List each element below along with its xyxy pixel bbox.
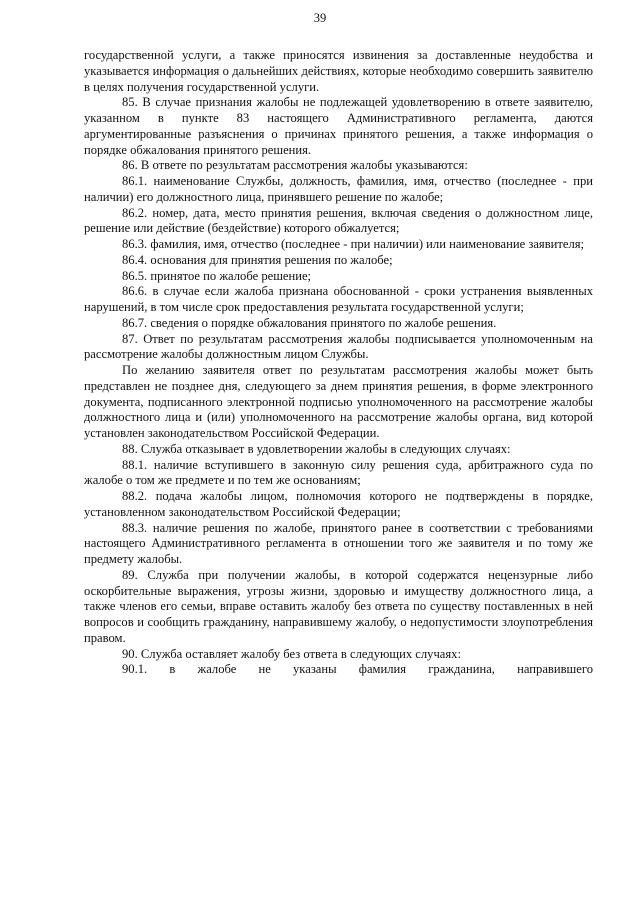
paragraph: государственной услуги, а также приносятся извинения за доставленные неудобства и указывается информация о дальнейших действиях, которые необходимо совершить заявителю в целях получения государственной услуги. bbox=[84, 48, 593, 94]
paragraph-85: 85. В случае признания жалобы не подлежащей удовлетворению в ответе заявителю, указанном в пункте 83 настоящего Административного регламента, даются аргументированные разъяснения о причинах принятого решения, а также информация о порядке обжалования принятого решения. bbox=[84, 95, 593, 157]
paragraph-86-6: 86.6. в случае если жалоба признана обоснованной - сроки устранения выявленных нарушений, в том числе срок предоставления результата государственной услуги; bbox=[84, 284, 593, 314]
paragraph-88-3: 88.3. наличие решения по жалобе, принятого ранее в соответствии с требованиями настоящего Административного регламента в отношении того же заявителя и по тому же предмету жалобы. bbox=[84, 520, 593, 566]
paragraph-86-3: 86.3. фамилия, имя, отчество (последнее - при наличии) или наименование заявителя; bbox=[122, 237, 585, 251]
paragraph-88-2: 88.2. подача жалобы лицом, полномочия которого не подтверждены в порядке, установленном законодательством Российской Федерации; bbox=[84, 489, 593, 519]
paragraph-86-1: 86.1. наименование Службы, должность, фамилия, имя, отчество (последнее - при наличии) его должностного лица, принявшего решение по жалобе; bbox=[84, 174, 593, 204]
paragraph-86-7: 86.7. сведения о порядке обжалования принятого по жалобе решения. bbox=[122, 315, 497, 330]
page-number: 39 bbox=[313, 11, 327, 25]
paragraph-90-1: 90.1. в жалобе не указаны фамилия гражданина, направившего bbox=[122, 662, 593, 677]
paragraph-86: 86. В ответе по результатам рассмотрения жалобы указываются: bbox=[122, 158, 468, 173]
paragraph-88-1: 88.1. наличие вступившего в законную силу решения суда, арбитражного суда по жалобе о том же предмете и по тем же основаниям; bbox=[84, 457, 593, 488]
paragraph-86-4: 86.4. основания для принятия решения по жалобе; bbox=[122, 252, 393, 267]
paragraph-87-electronic: По желанию заявителя ответ по результатам рассмотрения жалобы может быть представлен не позднее дня, следующего за днем принятия решения, в форме электронного документа, подписанного электронной подписью уполномоченного на рассмотрение жалобы должностного лица и (или) уполномоченного на рассмотрение жалобы органа, вид которой установлен законодательством Российской Федерации. bbox=[84, 363, 593, 440]
paragraph-86-2: 86.2. номер, дата, место принятия решения, включая сведения о должностном лице, решение или действие (бездействие) которого обжалуется; bbox=[84, 205, 593, 236]
paragraph-88: 88. Служба отказывает в удовлетворении жалобы в следующих случаях: bbox=[122, 441, 511, 456]
paragraph-86-5: 86.5. принятое по жалобе решение; bbox=[122, 268, 312, 283]
paragraph-87: 87. Ответ по результатам рассмотрения жалобы подписывается уполномоченным на рассмотрение жалобы должностным лицом Службы. bbox=[84, 331, 593, 362]
document-body bbox=[84, 48, 593, 678]
paragraph-90: 90. Служба оставляет жалобу без ответа в следующих случаях: bbox=[122, 646, 461, 661]
paragraph-89: 89. Служба при получении жалобы, в которой содержатся нецензурные либо оскорбительные выражения, угрозы жизни, здоровью и имуществу должностного лица, а также членов его семьи, вправе оставить жалобу без ответа по существу поставленных в ней вопросов и сообщить гражданину, направившему жалобу, о недопустимости злоупотребления правом. bbox=[84, 567, 593, 645]
